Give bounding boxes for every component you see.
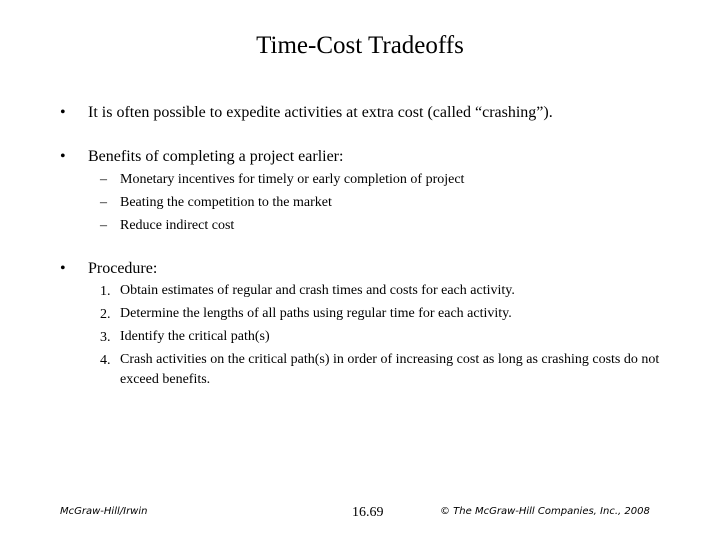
procedure-step <box>100 326 680 349</box>
benefit-item <box>100 168 464 191</box>
step-text: Determine the lengths of all paths using regular time for each activity. <box>120 306 512 321</box>
step-text: Identify the critical path(s) <box>120 329 270 344</box>
step-text: Obtain estimates of regular and crash times and costs for each activity. <box>120 283 515 298</box>
procedure-step <box>100 280 680 303</box>
step-number: 3. <box>100 330 111 345</box>
bullet-benefits <box>60 147 343 167</box>
benefits-list <box>100 168 464 237</box>
bullet-text: Procedure: <box>88 260 158 277</box>
bullet-procedure <box>60 259 157 279</box>
step-number: 4. <box>100 353 111 368</box>
bullet-mark: • <box>60 260 66 277</box>
bullet-mark: • <box>60 148 66 165</box>
bullet-text: It is often possible to expedite activities at extra cost (called “crashing”). <box>88 104 553 121</box>
dash-mark: – <box>100 195 107 210</box>
bullet-expedite <box>60 103 553 123</box>
benefit-text: Monetary incentives for timely or early completion of project <box>120 172 465 187</box>
step-number: 1. <box>100 284 111 299</box>
benefit-item <box>100 214 464 237</box>
benefit-item <box>100 191 464 214</box>
step-text: Crash activities on the critical path(s) in order of increasing cost as long as crashing costs do not exceed benefits. <box>120 352 660 387</box>
procedure-step <box>100 349 680 392</box>
slide-title: Time-Cost Tradeoffs <box>256 32 464 59</box>
step-number: 2. <box>100 307 111 322</box>
dash-mark: – <box>100 172 107 187</box>
bullet-text: Benefits of completing a project earlier: <box>88 148 344 165</box>
footer-publisher: McGraw-Hill/Irwin <box>60 506 148 517</box>
procedure-list <box>100 280 680 392</box>
procedure-step <box>100 303 680 326</box>
dash-mark: – <box>100 218 107 233</box>
benefit-text: Reduce indirect cost <box>120 218 235 233</box>
footer-slide-number: 16.69 <box>352 505 384 520</box>
footer-copyright: © The McGraw-Hill Companies, Inc., 2008 <box>440 506 650 517</box>
bullet-mark: • <box>60 104 66 121</box>
benefit-text: Beating the competition to the market <box>120 195 332 210</box>
